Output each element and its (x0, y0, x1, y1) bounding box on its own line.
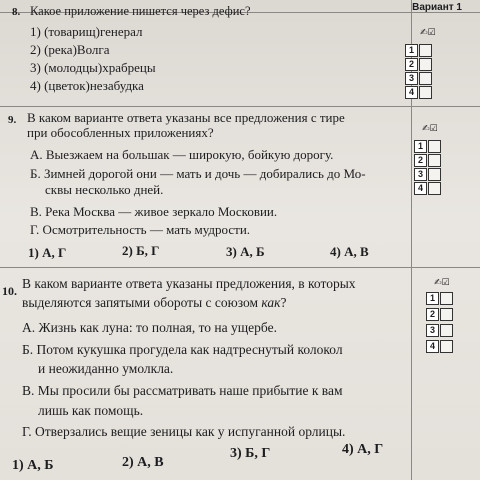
q8-answer-box-2[interactable] (419, 58, 432, 71)
q10-question-line-2 (22, 295, 286, 310)
q8-answer-box-3[interactable] (419, 72, 432, 85)
q9-item-a: А. Выезжаем на большак — широкую, бойкую дорогу. (30, 147, 334, 162)
q10-answer-2: 2) А, В (122, 455, 164, 470)
pen-check-icon: ✍☑ (422, 124, 438, 134)
q10-answer-1: 1) А, Б (12, 458, 54, 473)
q10-question-emphasis: как (261, 295, 281, 310)
q8-answer-label-1: 1 (405, 44, 418, 57)
q10-question-line-2-text: выделяются запятыми обороты с союзом (22, 295, 262, 310)
q10-item-b-cont: и неожиданно умолкла. (38, 361, 174, 376)
q10-answer-box-3[interactable] (440, 324, 453, 337)
q9-item-b-cont: сквы несколько дней. (45, 182, 164, 197)
q9-answer-3: 3) А, Б (226, 244, 265, 259)
q9-answer-1: 1) А, Г (28, 245, 67, 260)
q9-answer-2: 2) Б, Г (122, 243, 160, 258)
q10-answer-label-4: 4 (426, 340, 439, 353)
q9-item-g: Г. Осмотрительность — мать мудрости. (30, 222, 251, 237)
q9-answer-label-4: 4 (414, 182, 427, 195)
q9-separator (0, 267, 480, 268)
q8-option-4: 4) (цветок)незабудка (30, 78, 144, 93)
q9-item-v: В. Река Москва — живое зеркало Московии. (30, 204, 278, 219)
q9-question-line-2: при обособленных приложениях? (27, 125, 214, 140)
q9-question-line-1: В каком варианте ответа указаны все предложения с тире (27, 110, 345, 125)
q8-option-3: 3) (молодцы)храбрецы (30, 60, 156, 75)
q9-answer-label-1: 1 (414, 140, 427, 153)
q10-item-b: Б. Потом кукушка прогудела как надтреснутый колокол (22, 342, 343, 357)
q9-answer-4: 4) А, В (330, 244, 369, 259)
q10-answer-label-2: 2 (426, 308, 439, 321)
q8-number: 8. (12, 6, 21, 18)
q10-question-line-1: В каком варианте ответа указаны предложения, в которых (22, 276, 356, 291)
q9-answer-box-1[interactable] (428, 140, 441, 153)
q9-answer-label-2: 2 (414, 154, 427, 167)
q10-answer-4: 4) А, Г (342, 442, 384, 457)
pen-check-icon: ✍☑ (434, 278, 450, 288)
q8-question: Какое приложение пишется через дефис? (30, 4, 251, 18)
q10-answer-3: 3) Б, Г (230, 446, 271, 461)
q10-answer-box-1[interactable] (440, 292, 453, 305)
q10-answer-box-2[interactable] (440, 308, 453, 321)
q9-answer-box-3[interactable] (428, 168, 441, 181)
q10-answer-label-1: 1 (426, 292, 439, 305)
q9-item-b: Б. Зимней дорогой они — мать и дочь — добирались до Мо- (30, 166, 366, 181)
pen-check-icon: ✍☑ (420, 28, 436, 38)
q10-item-g: Г. Отверзались вещие зеницы как у испуганной орлицы. (22, 424, 346, 439)
q10-item-a: А. Жизнь как луна: то полная, то на ущербе. (22, 320, 277, 335)
q8-option-1: 1) (товарищ)генерал (30, 24, 143, 39)
q8-answer-box-1[interactable] (419, 44, 432, 57)
q8-answer-box-4[interactable] (419, 86, 432, 99)
q9-answer-box-4[interactable] (428, 182, 441, 195)
q8-separator (0, 106, 480, 107)
q10-number: 10. (2, 284, 17, 298)
q10-item-v: В. Мы просили бы рассматривать наше прибытие к вам (22, 383, 343, 398)
q9-answer-label-3: 3 (414, 168, 427, 181)
q8-answer-label-2: 2 (405, 58, 418, 71)
q8-option-2: 2) (река)Волга (30, 42, 110, 57)
q9-number: 9. (8, 114, 17, 126)
q10-question-end: ? (280, 295, 287, 310)
q10-item-v-cont: лишь как помощь. (38, 403, 144, 418)
q9-answer-box-2[interactable] (428, 154, 441, 167)
q10-answer-label-3: 3 (426, 324, 439, 337)
q8-answer-label-4: 4 (405, 86, 418, 99)
variant-label: Вариант 1 (412, 2, 462, 13)
q8-answer-label-3: 3 (405, 72, 418, 85)
q10-answer-box-4[interactable] (440, 340, 453, 353)
